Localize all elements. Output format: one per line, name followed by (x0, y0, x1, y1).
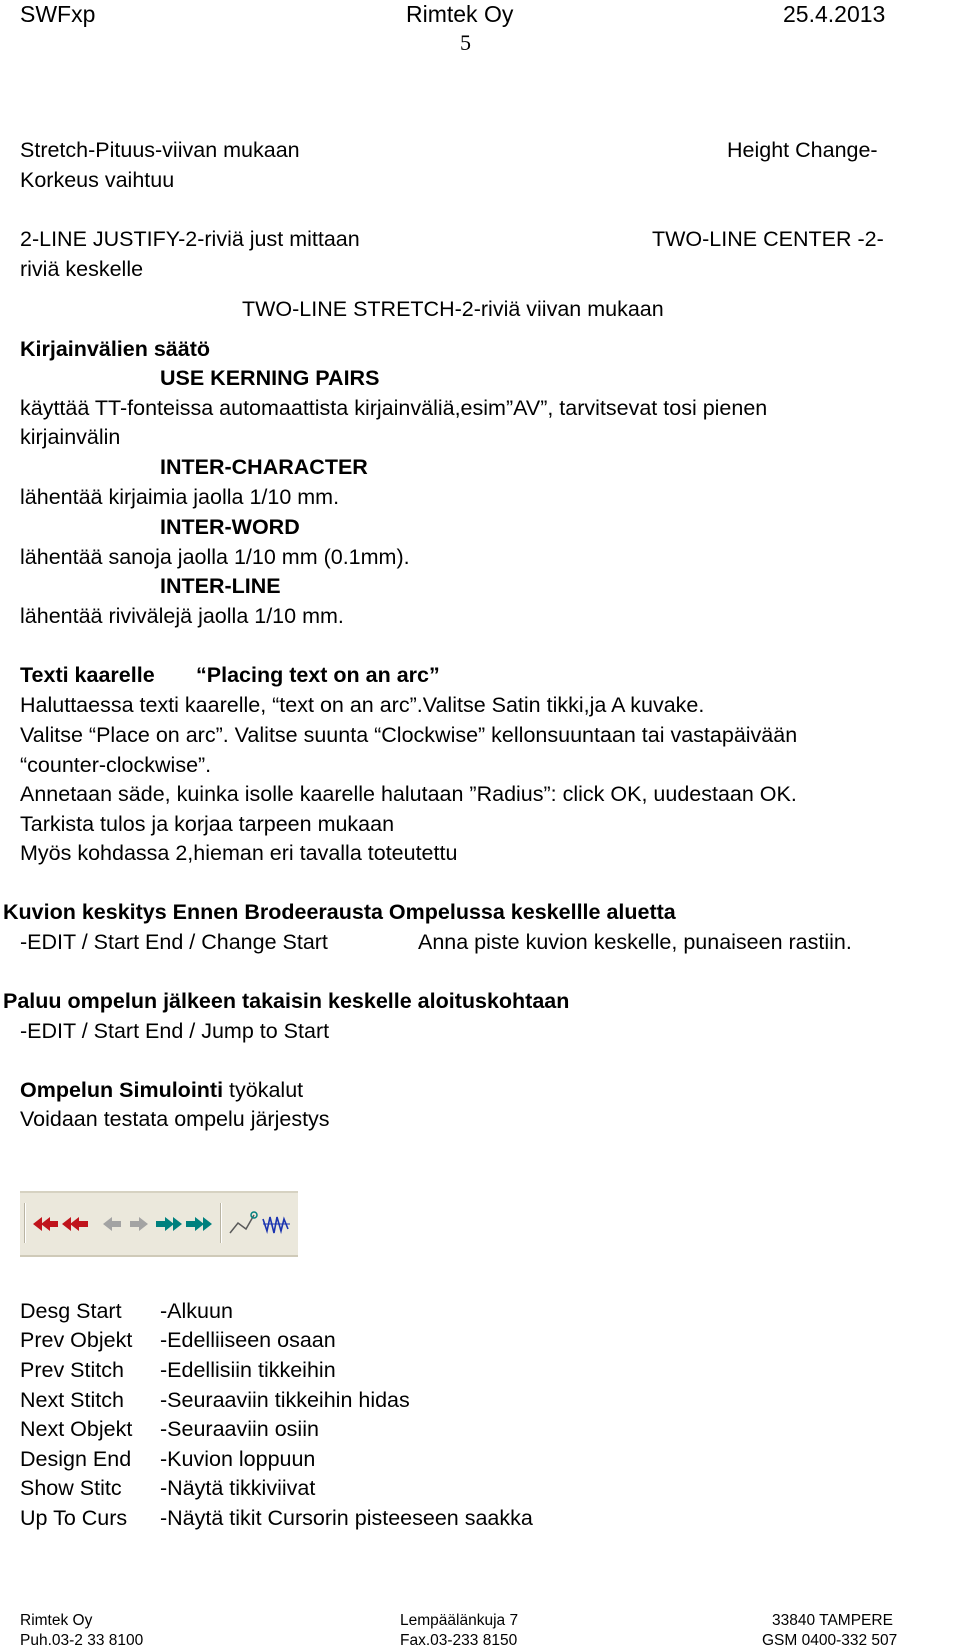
two-line-center-text: TWO-LINE CENTER -2- (652, 227, 884, 251)
simulation-desc: Voidaan testata ompelu järjestys (20, 1107, 330, 1131)
arc-line-2: Valitse “Place on arc”. Valitse suunta “Clockwise” kellonsuuntaan tai vastapäivään (20, 723, 798, 747)
legend-label: Up To Curs (20, 1506, 128, 1530)
centering-instruction: Anna piste kuvion keskelle, punaiseen rastiin. (418, 930, 852, 954)
return-menu-path: -EDIT / Start End / Jump to Start (20, 1019, 330, 1043)
legend-label: Next Stitch (20, 1388, 124, 1412)
legend-label: Prev Objekt (20, 1328, 133, 1352)
centering-heading: Kuvion keskitys Ennen Brodeerausta Ompelussa keskellle aluetta (3, 900, 676, 924)
show-stitches-icon[interactable] (226, 1193, 260, 1255)
legend-label: Show Stitc (20, 1476, 122, 1500)
toolbar-grip (24, 1203, 26, 1243)
legend-desc: -Näytä tikkiviivat (160, 1476, 316, 1500)
toolbar-separator (220, 1203, 222, 1243)
centering-menu-path: -EDIT / Start End / Change Start (20, 930, 328, 954)
legend-desc: -Näytä tikit Cursorin pisteeseen saakka (160, 1506, 533, 1530)
footer-fax: Fax.03-233 8150 (400, 1632, 518, 1649)
header-left: SWFxp (20, 1, 96, 27)
page-number: 5 (460, 30, 471, 55)
design-start-icon[interactable] (30, 1193, 60, 1255)
height-change-continuation: Korkeus vaihtuu (20, 168, 175, 192)
simulation-heading-rest: työkalut (229, 1078, 304, 1102)
legend-label: Desg Start (20, 1299, 122, 1323)
kerning-pairs-title: USE KERNING PAIRS (160, 366, 380, 390)
arc-line-5: Tarkista tulos ja korjaa tarpeen mukaan (20, 812, 395, 836)
arc-line-3: “counter-clockwise”. (20, 753, 212, 777)
legend-desc: -Seuraaviin osiin (160, 1417, 319, 1441)
footer-address: Lempäälänkuja 7 (400, 1612, 519, 1629)
two-line-stretch-text: TWO-LINE STRETCH-2-riviä viivan mukaan (242, 297, 664, 321)
two-line-justify-text: 2-LINE JUSTIFY-2-riviä just mittaan (20, 227, 360, 251)
legend-label: Next Objekt (20, 1417, 133, 1441)
arc-heading: Texti kaarelle (20, 663, 155, 687)
footer-phone: Puh.03-2 33 8100 (20, 1632, 144, 1649)
height-change-text: Height Change- (727, 138, 878, 162)
header-date: 25.4.2013 (783, 1, 886, 27)
arc-heading-english: “Placing text on an arc” (196, 663, 440, 687)
legend-desc: -Edelliiseen osaan (160, 1328, 336, 1352)
legend-label: Design End (20, 1447, 132, 1471)
header-center: Rimtek Oy (406, 1, 514, 27)
arc-line-4: Annetaan säde, kuinka isolle kaarelle halutaan ”Radius”: click OK, uudestaan OK. (20, 782, 797, 806)
inter-word-title: INTER-WORD (160, 515, 300, 539)
kerning-pairs-desc-continuation: kirjainvälin (20, 425, 121, 449)
inter-line-desc: lähentää rivivälejä jaolla 1/10 mm. (20, 604, 344, 628)
inter-line-title: INTER-LINE (160, 574, 281, 598)
up-to-cursor-icon[interactable] (260, 1193, 294, 1255)
next-object-icon[interactable] (154, 1193, 184, 1255)
stretch-text: Stretch-Pituus-viivan mukaan (20, 138, 300, 162)
design-end-icon[interactable] (184, 1193, 216, 1255)
simulation-heading-bold: Ompelun Simulointi (20, 1078, 224, 1102)
two-line-center-continuation: riviä keskelle (20, 257, 144, 281)
inter-character-desc: lähentää kirjaimia jaolla 1/10 mm. (20, 485, 340, 509)
footer-company: Rimtek Oy (20, 1612, 93, 1629)
next-stitch-icon[interactable] (126, 1193, 152, 1255)
legend-desc: -Seuraaviin tikkeihin hidas (160, 1388, 410, 1412)
inter-word-desc: lähentää sanoja jaolla 1/10 mm (0.1mm). (20, 545, 410, 569)
footer-gsm: GSM 0400-332 507 (762, 1632, 898, 1649)
arc-line-6: Myös kohdassa 2,hieman eri tavalla toteutettu (20, 841, 458, 865)
legend-desc: -Alkuun (160, 1299, 233, 1323)
kerning-pairs-desc: käyttää TT-fonteissa automaattista kirjainväliä,esim”AV”, tarvitsevat tosi pienen (20, 396, 768, 420)
prev-object-icon[interactable] (60, 1193, 92, 1255)
legend-desc: -Edellisiin tikkeihin (160, 1358, 336, 1382)
footer-city: 33840 TAMPERE (772, 1612, 893, 1629)
kerning-heading: Kirjainvälien säätö (20, 337, 210, 361)
legend-desc: -Kuvion loppuun (160, 1447, 316, 1471)
inter-character-title: INTER-CHARACTER (160, 455, 368, 479)
simulation-heading (20, 1077, 303, 1103)
arc-line-1: Haluttaessa texti kaarelle, “text on an arc”.Valitse Satin tikki,ja A kuvake. (20, 693, 705, 717)
legend-label: Prev Stitch (20, 1358, 124, 1382)
prev-stitch-icon[interactable] (100, 1193, 126, 1255)
return-heading: Paluu ompelun jälkeen takaisin keskelle aloituskohtaan (3, 989, 570, 1013)
simulation-toolbar (20, 1191, 298, 1257)
